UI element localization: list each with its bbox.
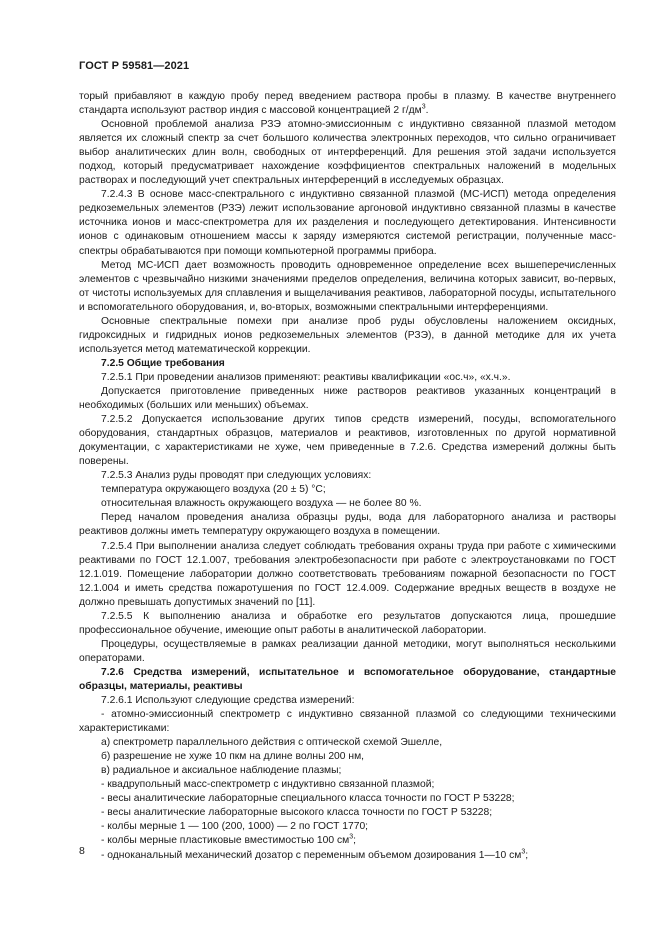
paragraph: 7.2.4.3 В основе масс-спектрального с индуктивно связанной плазмой (МС-ИСП) метода определения редкоземельных элементов (РЗЭ) лежит использование аргоновой индуктивно связанной плазмы в качестве источника ионов и масс-спектрометра для их разделения и последующего детектирования. Интенсивности ионов с одинаковым отношением массы к заряду измеряются системой регистрации, полученные масс-спектры обрабатываются при помощи компьютерной программы прибора. (79, 189, 616, 257)
list-item: - атомно-эмиссионный спектрометр с индуктивно связанной плазмой со следующими техническими характеристиками: (79, 709, 616, 735)
paragraph: Перед началом проведения анализа образцы руды, вода для лабораторного анализа и растворы реактивов должны иметь температуру окружающего воздуха в помещении. (79, 512, 616, 538)
paragraph: Основной проблемой анализа РЗЭ атомно-эмиссионным с индуктивно связанной плазмой методом является их сложный спектр за счет большого количества электронных переходов, что сильно ограничивает выбор аналитических длин волн, свободных от интерференций. Для решения этой задачи используется подход, который предусматривает нахождение коэффициентов спектральных наложений в модельных растворах и последующий учет спектральных интерференций в исследуемых образцах. (79, 119, 616, 187)
document-body (79, 90, 616, 863)
paragraph: Метод МС-ИСП дает возможность проводить одновременное определение всех вышеперечисленных элементов с чрезвычайно низкими значениями пределов определения, величина которых зависит, во-первых, от чистоты используемых для сплавления и выщелачивания реактивов, лабораторной посуды, испытательного и вспомогательного оборудования, и, во-вторых, возможными спектральными интерференциями. (79, 259, 616, 313)
list-item: - квадрупольный масс-спектрометр с индуктивно связанной плазмой; (101, 779, 435, 791)
list-item: в) радиальное и аксиальное наблюдение плазмы; (101, 765, 342, 777)
paragraph: 7.2.6.1 Используют следующие средства измерений: (101, 695, 355, 707)
list-item: - колбы мерные пластиковые вместимостью 100 $см^3$; (101, 834, 356, 847)
document-code-header: ГОСТ Р 59581—2021 (79, 60, 190, 72)
paragraph: Основные спектральные помехи при анализе проб руды обусловлены наложением оксидных, гидроксидных и гидридных ионов редкоземельных элементов (РЗЭ), в данной методике для их учета используется метод математической коррекции. (79, 315, 616, 355)
list-item: - одноканальный механический дозатор с переменным объемом дозирования 1—10 $см^3$; (101, 848, 529, 861)
paragraph: температура окружающего воздуха (20 ± 5) °С; (101, 484, 326, 496)
section-heading: 7.2.6 Средства измерений, испытательное и вспомогательное оборудование, стандартные образцы, материалы, реактивы (79, 666, 616, 692)
paragraph: Допускается приготовление приведенных ниже растворов реактивов указанных концентраций в необходимых (больших или меньших) объемах. (79, 385, 616, 412)
list-item: б) разрешение не хуже 10 пкм на длине волны 200 нм, (101, 751, 365, 763)
paragraph: 7.2.5.3 Анализ руды проводят при следующих условиях: (101, 470, 372, 482)
section-heading: 7.2.5 Общие требования (101, 357, 225, 369)
list-item: - весы аналитические лабораторные специального класса точности по ГОСТ Р 53228; (101, 793, 515, 805)
page-number: 8 (79, 845, 85, 857)
list-item: - весы аналитические лабораторные высокого класса точности по ГОСТ Р 53228; (101, 807, 493, 819)
paragraph: торый прибавляют в каждую пробу перед введением раствора пробы в плазму. В качестве внутреннего стандарта используют раствор индия с массовой концентрацией 2 $г/дм^3$. (79, 91, 616, 117)
paragraph: 7.2.5.1 При проведении анализов применяют: реактивы квалификации «ос.ч», «х.ч.». (101, 371, 511, 383)
paragraph: 7.2.5.2 Допускается использование других типов средств измерений, посуды, вспомогательного оборудования, стандартных образцов, материалов и реактивов, изготовленных по другой нормативной документации, с характеристиками не хуже, чем приведенные в 7.2.6. Средства измерений должны быть поверены. (79, 414, 616, 468)
paragraph: относительная влажность окружающего воздуха — не более 80 %. (101, 498, 422, 510)
paragraph: 7.2.5.5 К выполнению анализа и обработке его результатов допускаются лица, прошедшие профессиональное обучение, имеющие опыт работы в аналитической лаборатории. (79, 610, 616, 636)
list-item: а) спектрометр параллельного действия с оптической схемой Эшелле, (101, 737, 443, 749)
paragraph: 7.2.5.4 При выполнении анализа следует соблюдать требования охраны труда при работе с химическими реактивами по ГОСТ 12.1.007, требования электробезопасности при работе с электроустановками по ГОСТ 12.1.019. Помещение лаборатории должно соответствовать требованиям пожарной безопасности по ГОСТ 12.1.004 и иметь средства пожаротушения по ГОСТ 12.4.009. Содержание вредных веществ в воздухе не должно превышать допустимых значений по [11]. (79, 540, 616, 608)
paragraph: Процедуры, осуществляемые в рамках реализации данной методики, могут выполняться несколькими операторами. (79, 638, 616, 664)
list-item: - колбы мерные 1 — 100 (200, 1000) — 2 по ГОСТ 1770; (101, 821, 369, 833)
